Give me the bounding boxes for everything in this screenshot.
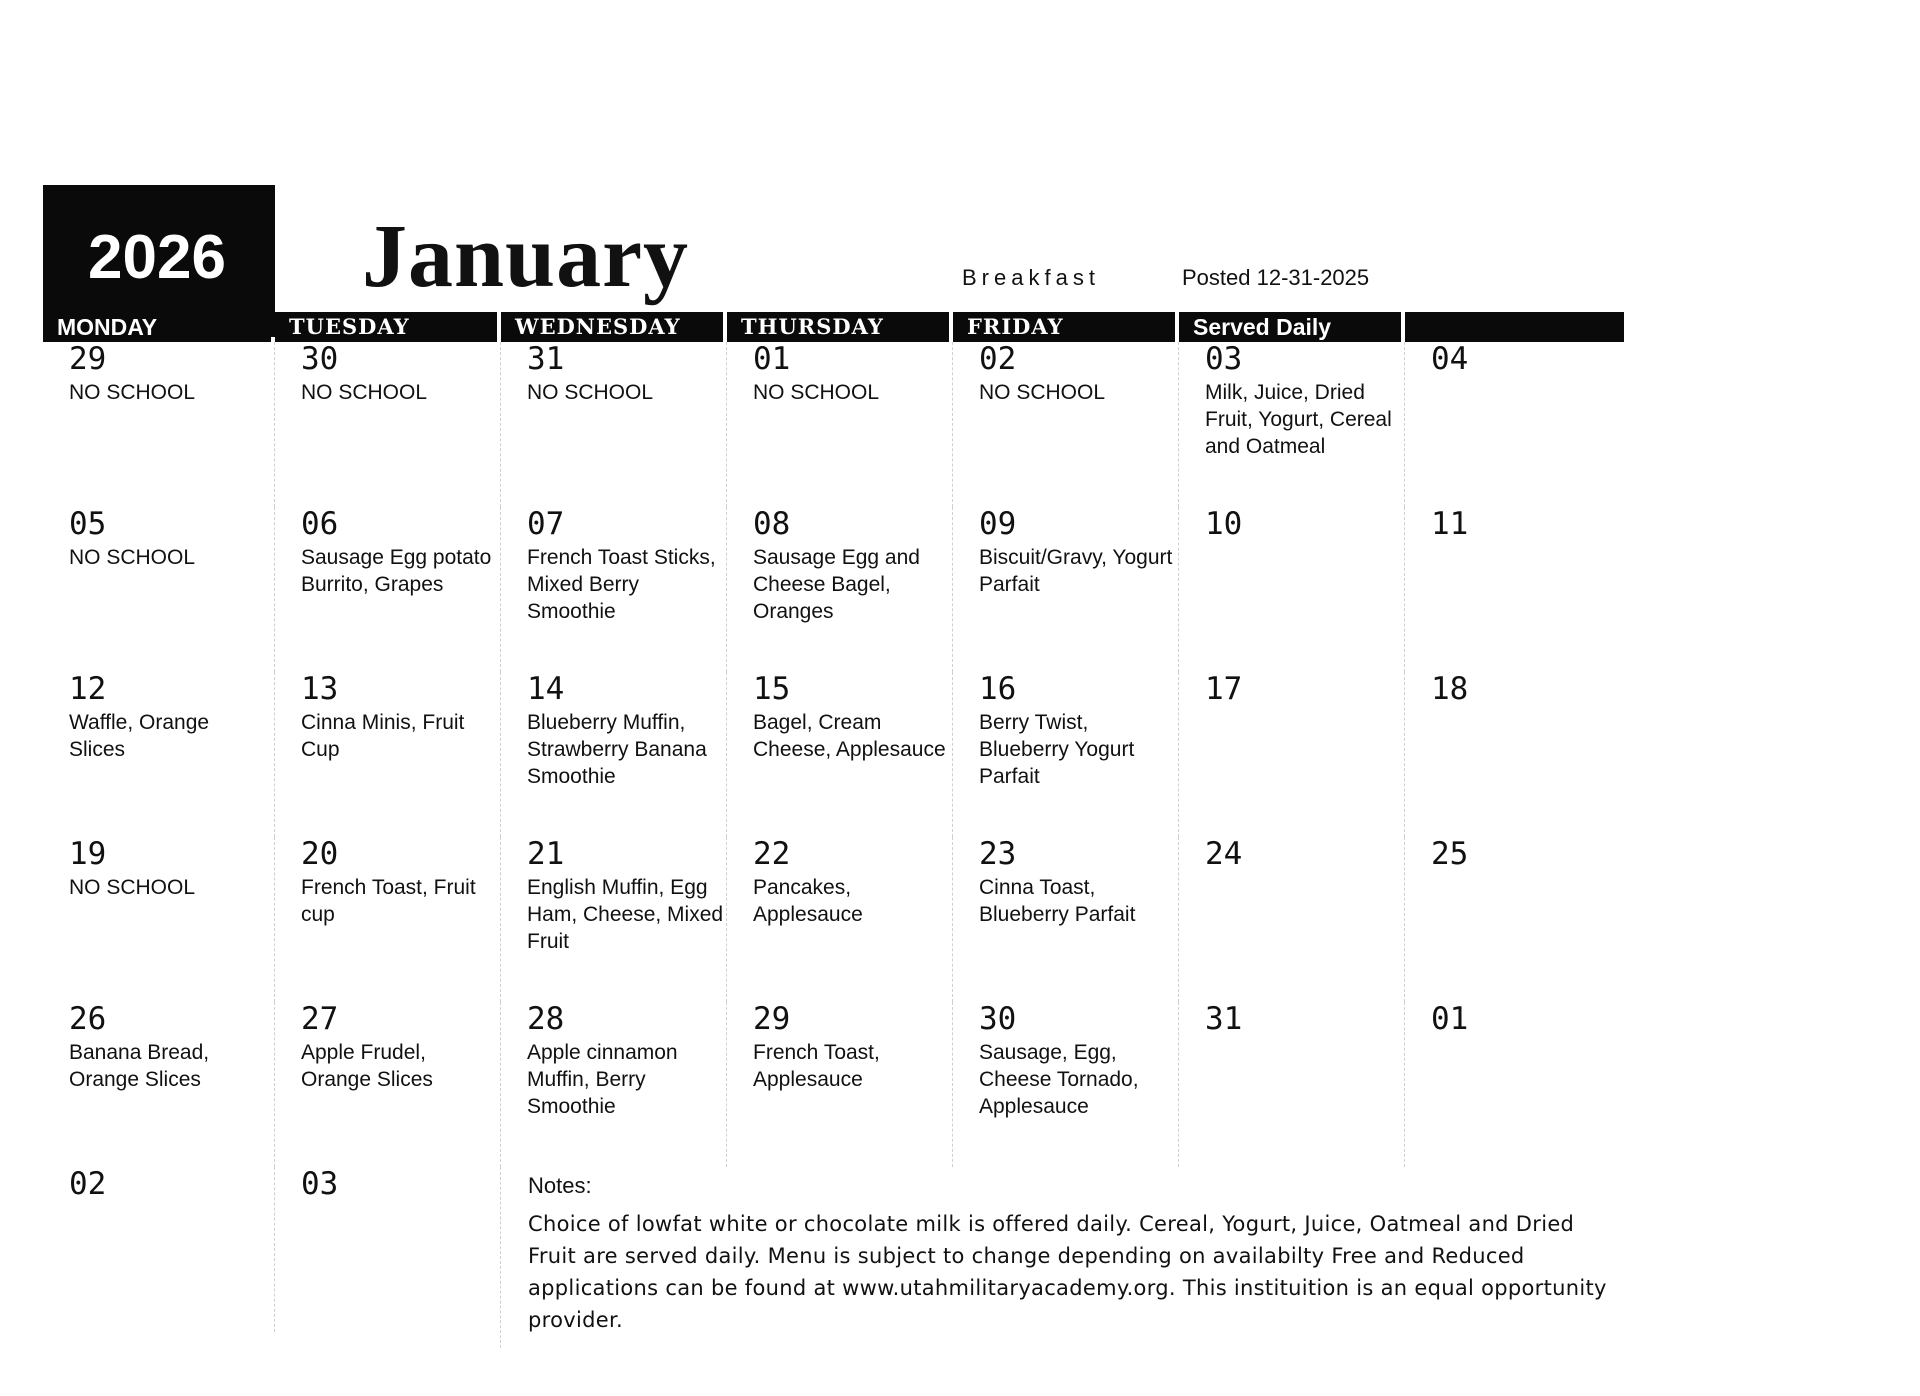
calendar-day-cell xyxy=(501,1002,727,1167)
menu-items: NO SCHOOL xyxy=(753,381,880,404)
day-number: 29 xyxy=(753,1001,791,1037)
calendar-day-cell xyxy=(953,837,1179,1002)
day-number: 24 xyxy=(1205,836,1243,872)
calendar-day-cell xyxy=(727,837,953,1002)
menu-items: NO SCHOOL xyxy=(69,876,196,899)
day-number: 16 xyxy=(979,671,1017,707)
day-number: 20 xyxy=(301,836,339,872)
month-title: January xyxy=(362,207,690,306)
menu-items: Biscuit/Gravy, Yogurt Parfait xyxy=(979,546,1173,596)
calendar-day-cell xyxy=(1405,342,1624,507)
calendar-day-cell xyxy=(43,672,275,837)
weekday-header-row xyxy=(43,312,1624,342)
calendar-day-cell xyxy=(501,672,727,837)
day-number: 07 xyxy=(527,506,565,542)
menu-items: Milk, Juice, Dried Fruit, Yogurt, Cereal and Oatmeal xyxy=(1205,381,1392,458)
calendar-day-cell xyxy=(727,1002,953,1167)
day-number: 31 xyxy=(1205,1001,1243,1037)
day-number: 31 xyxy=(527,341,565,377)
menu-items: Sausage, Egg, Cheese Tornado, Applesauce xyxy=(979,1041,1139,1118)
calendar-day-cell xyxy=(1179,1002,1405,1167)
menu-items: French Toast Sticks, Mixed Berry Smoothie xyxy=(527,546,716,623)
calendar-day-cell xyxy=(953,1002,1179,1167)
calendar-day-cell xyxy=(1179,672,1405,837)
day-number: 04 xyxy=(1431,341,1469,377)
calendar-day-cell xyxy=(275,342,501,507)
menu-items: English Muffin, Egg Ham, Cheese, Mixed Fruit xyxy=(527,876,724,953)
menu-items: Apple Frudel, Orange Slices xyxy=(301,1041,433,1091)
calendar-day-cell xyxy=(1405,507,1624,672)
calendar-day-cell xyxy=(43,342,275,507)
calendar-day-cell xyxy=(1405,837,1624,1002)
menu-items: Waffle, Orange Slices xyxy=(69,711,210,761)
menu-items: Berry Twist, Blueberry Yogurt Parfait xyxy=(979,711,1135,788)
menu-items: Apple cinnamon Muffin, Berry Smoothie xyxy=(527,1041,678,1118)
day-number: 09 xyxy=(979,506,1017,542)
menu-items: Pancakes, Applesauce xyxy=(753,876,863,926)
day-number: 22 xyxy=(753,836,791,872)
calendar-day-cell xyxy=(275,1002,501,1167)
weekday-header-served-daily: Served Daily xyxy=(1179,312,1401,342)
menu-items: NO SCHOOL xyxy=(979,381,1106,404)
calendar-day-cell xyxy=(1179,837,1405,1002)
weekday-header-blank xyxy=(1405,312,1624,342)
menu-items: Bagel, Cream Cheese, Applesauce xyxy=(753,711,946,761)
day-number: 28 xyxy=(527,1001,565,1037)
day-number: 02 xyxy=(69,1166,107,1202)
menu-items: French Toast, Fruit cup xyxy=(301,876,476,926)
menu-items: NO SCHOOL xyxy=(301,381,428,404)
calendar-day-cell xyxy=(1405,1002,1624,1167)
day-number: 29 xyxy=(69,341,107,377)
menu-items: Cinna Toast, Blueberry Parfait xyxy=(979,876,1136,926)
weekday-header-tuesday: TUESDAY xyxy=(275,312,497,342)
day-number: 30 xyxy=(979,1001,1017,1037)
posted-date: Posted 12-31-2025 xyxy=(1182,265,1370,290)
day-number: 27 xyxy=(301,1001,339,1037)
menu-items: French Toast, Applesauce xyxy=(753,1041,880,1091)
menu-items: Sausage Egg and Cheese Bagel, Oranges xyxy=(753,546,920,623)
day-number: 05 xyxy=(69,506,107,542)
year-text: 2026 xyxy=(88,223,226,292)
day-number: 06 xyxy=(301,506,339,542)
day-number: 26 xyxy=(69,1001,107,1037)
calendar-day-cell xyxy=(275,837,501,1002)
calendar-day-cell xyxy=(43,1002,275,1167)
day-number: 02 xyxy=(979,341,1017,377)
day-number: 10 xyxy=(1205,506,1243,542)
day-number: 25 xyxy=(1431,836,1469,872)
calendar-day-cell xyxy=(953,507,1179,672)
menu-items: Blueberry Muffin, Strawberry Banana Smoothie xyxy=(527,711,707,788)
calendar-day-cell xyxy=(953,672,1179,837)
day-number: 01 xyxy=(753,341,791,377)
calendar-day-cell xyxy=(1179,507,1405,672)
menu-items: NO SCHOOL xyxy=(527,381,654,404)
weekday-header-wednesday: WEDNESDAY xyxy=(501,312,723,342)
calendar-day-cell xyxy=(1179,342,1405,507)
calendar-day-cell xyxy=(501,342,727,507)
day-number: 12 xyxy=(69,671,107,707)
calendar-day-cell xyxy=(43,837,275,1002)
weekday-header-thursday: THURSDAY xyxy=(727,312,949,342)
calendar-day-cell xyxy=(275,1167,501,1348)
menu-items: Cinna Minis, Fruit Cup xyxy=(301,711,465,761)
menu-items: NO SCHOOL xyxy=(69,381,196,404)
menu-items: Banana Bread, Orange Slices xyxy=(69,1041,210,1091)
day-number: 19 xyxy=(69,836,107,872)
day-number: 11 xyxy=(1431,506,1469,542)
day-number: 03 xyxy=(1205,341,1243,377)
day-number: 01 xyxy=(1431,1001,1469,1037)
calendar-day-cell xyxy=(1405,672,1624,837)
weekday-header-friday: FRIDAY xyxy=(953,312,1175,342)
day-number: 03 xyxy=(301,1166,339,1202)
calendar-day-cell xyxy=(727,672,953,837)
day-number: 18 xyxy=(1431,671,1469,707)
notes-body: Choice of lowfat white or chocolate milk is offered daily. Cereal, Yogurt, Juice, Oatmeal and Dried Fruit are served daily. Menu is subject to change depending on availabilty Free and Reduced applications can be found at www.utahmilitaryacademy.org. This instituition is an equal opportunity provider. xyxy=(528,1212,1607,1332)
day-number: 30 xyxy=(301,341,339,377)
calendar-day-cell xyxy=(43,1167,275,1332)
calendar-day-cell xyxy=(275,672,501,837)
notes-section xyxy=(528,1170,1628,1336)
day-number: 14 xyxy=(527,671,565,707)
calendar-day-cell xyxy=(501,837,727,1002)
menu-items: Sausage Egg potato Burrito, Grapes xyxy=(301,546,492,596)
calendar-day-cell xyxy=(953,342,1179,507)
weekday-header-monday: MONDAY xyxy=(43,312,271,342)
calendar-day-cell xyxy=(727,342,953,507)
day-number: 15 xyxy=(753,671,791,707)
notes-title: Notes: xyxy=(528,1173,592,1198)
calendar-day-cell xyxy=(43,507,275,672)
calendar-day-cell xyxy=(501,507,727,672)
day-number: 08 xyxy=(753,506,791,542)
day-number: 21 xyxy=(527,836,565,872)
day-number: 13 xyxy=(301,671,339,707)
day-number: 23 xyxy=(979,836,1017,872)
calendar-day-cell xyxy=(275,507,501,672)
menu-items: NO SCHOOL xyxy=(69,546,196,569)
day-number: 17 xyxy=(1205,671,1243,707)
calendar-day-cell xyxy=(727,507,953,672)
meal-label: Breakfast xyxy=(962,265,1100,290)
